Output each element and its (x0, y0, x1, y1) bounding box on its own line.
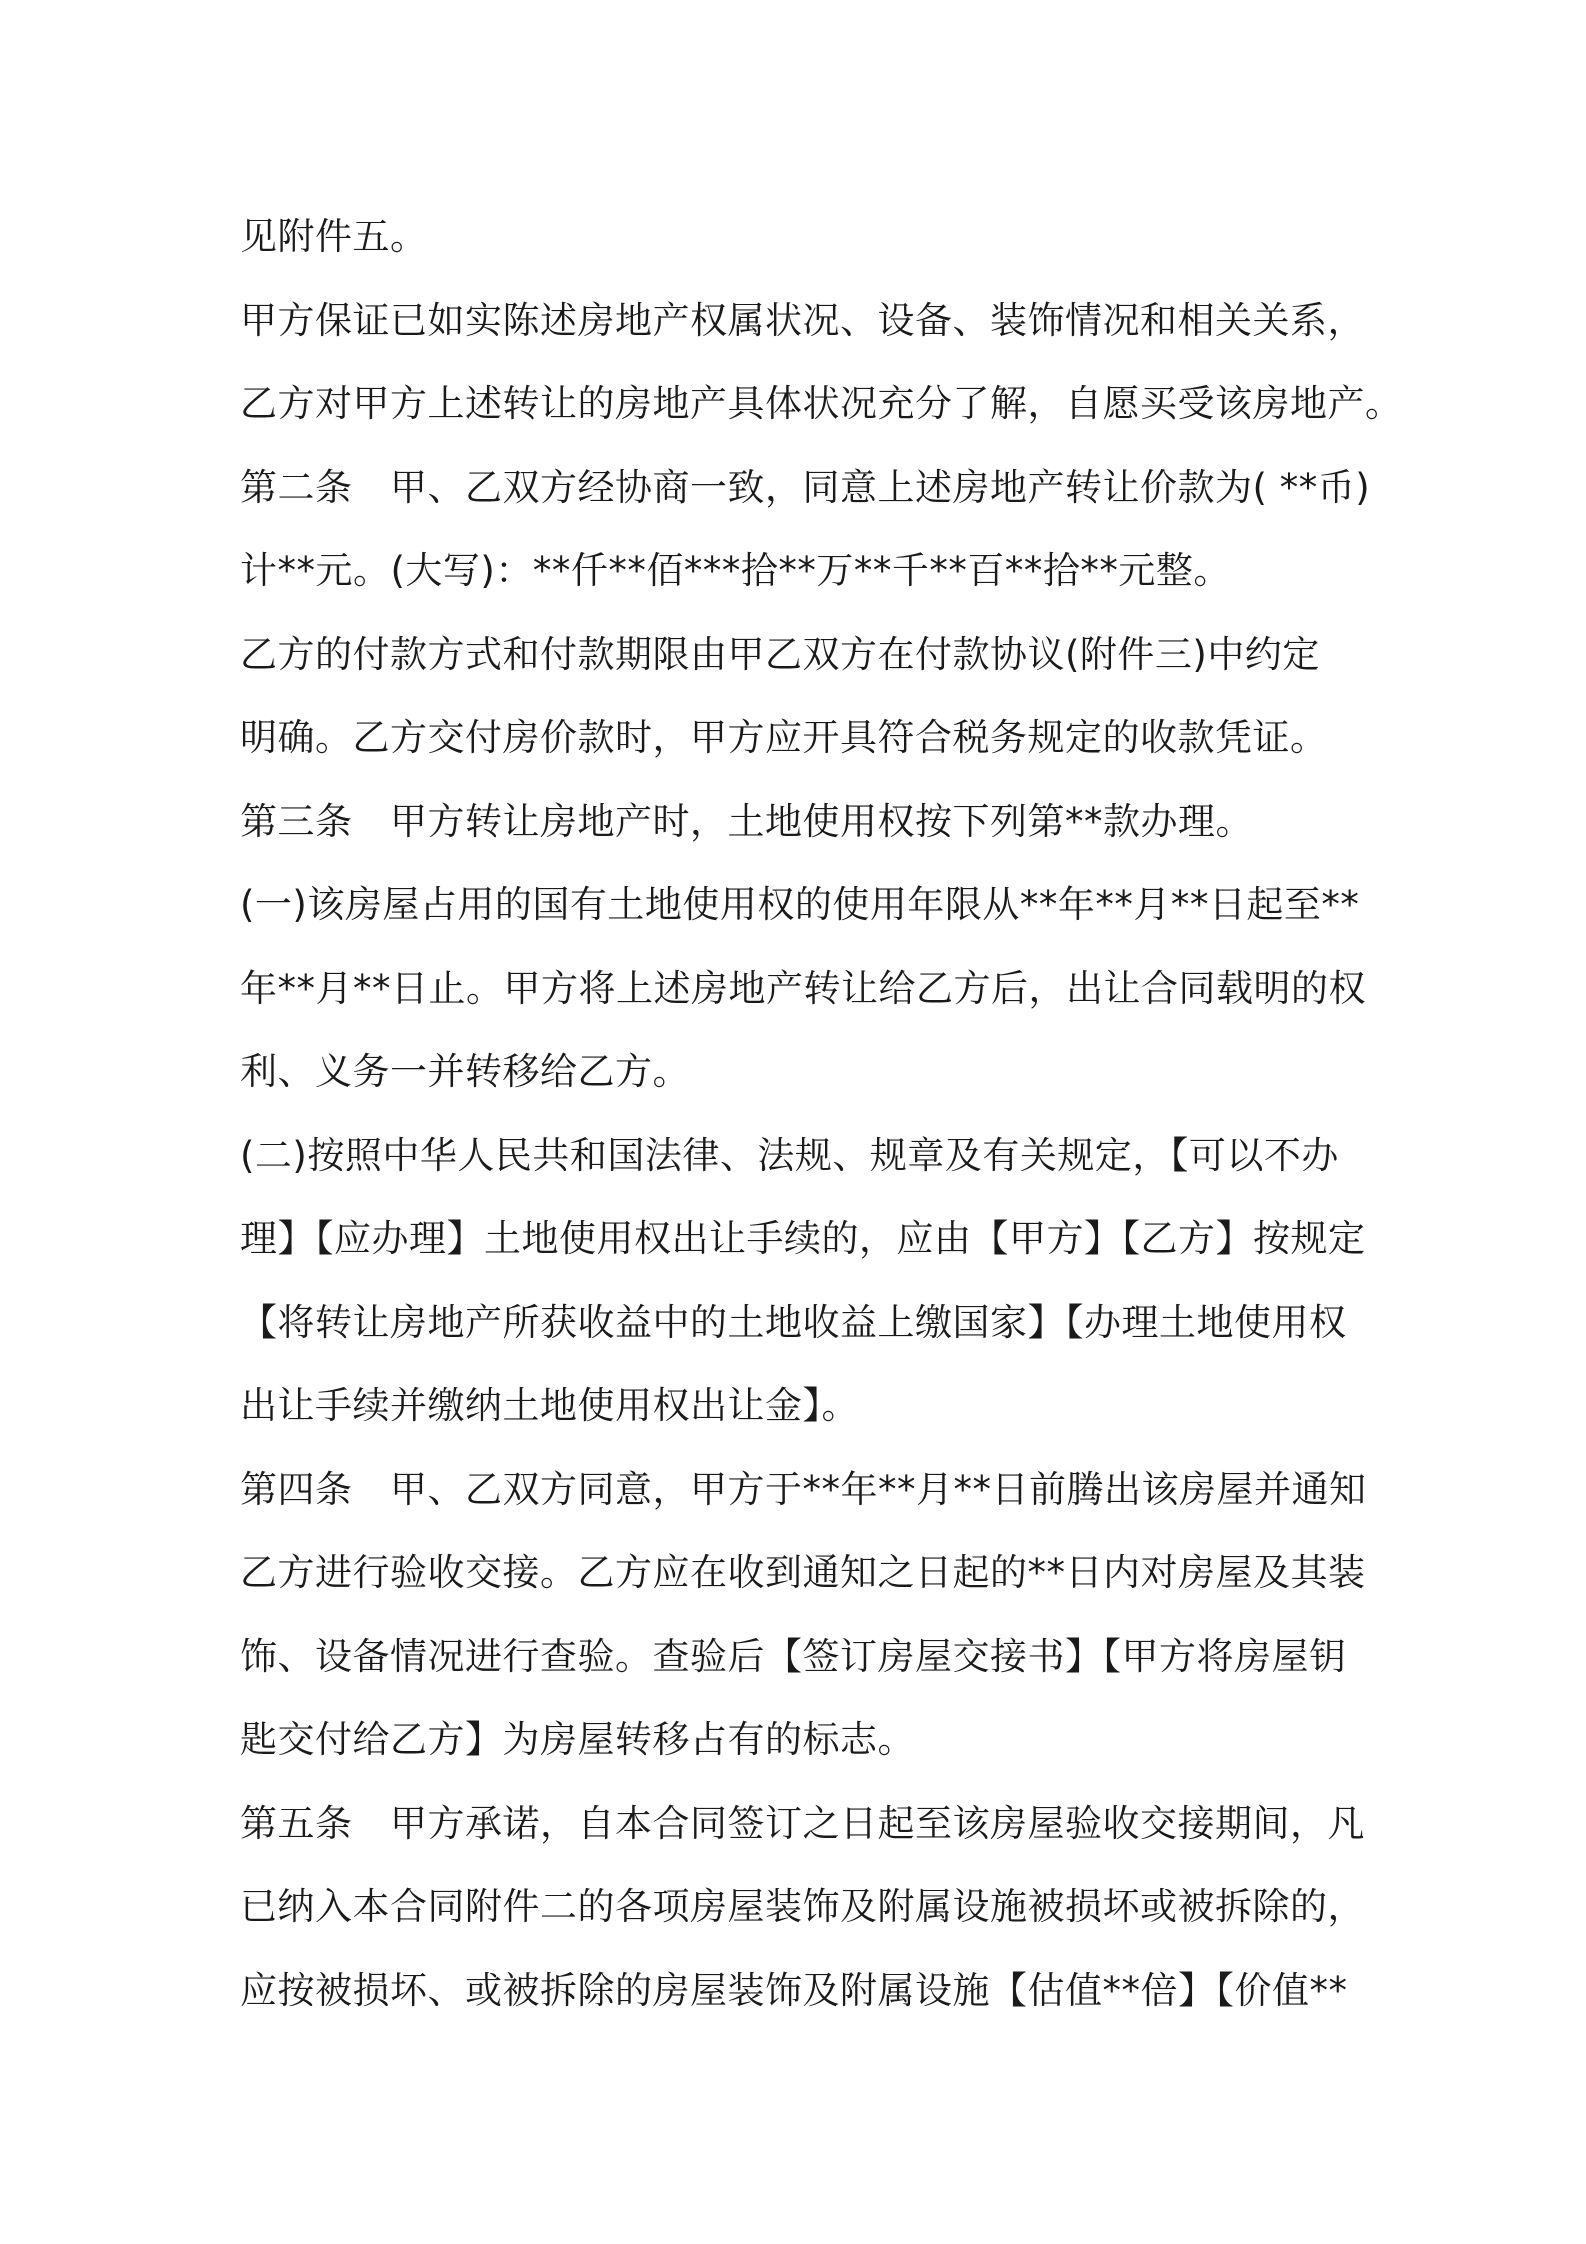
text-line: 乙方的付款方式和付款期限由甲乙双方在付款协议(附件三)中约定 (240, 632, 1320, 676)
text-line: (一)该房屋占用的国有土地使用权的使用年限从**年**月**日起至** (240, 883, 1360, 926)
text-line: 甲方保证已如实陈述房地产权属状况、设备、装饰情况和相关关系， (240, 298, 1365, 342)
text-line: 已纳入本合同附件二的各项房屋装饰及附属设施被损坏或被拆除的， (240, 1885, 1365, 1928)
text-line: 匙交付给乙方】为房屋转移占有的标志。 (240, 1718, 915, 1761)
text-line: 第五条 甲方承诺，自本合同签订之日起至该房屋验收交接期间，凡 (240, 1801, 1365, 1845)
text-line: 见附件五。 (240, 215, 428, 258)
text-line: 明确。乙方交付房价款时，甲方应开具符合税务规定的收款凭证。 (240, 716, 1328, 759)
contract-text (240, 195, 1403, 2032)
text-line: 乙方进行验收交接。乙方应在收到通知之日起的**日内对房屋及其装 (240, 1551, 1366, 1594)
text-line: (二)按照中华人民共和国法律、法规、规章及有关规定，【可以不办 (240, 1133, 1339, 1177)
text-line: 乙方对甲方上述转让的房地产具体状况充分了解，自愿买受该房地产。 (240, 382, 1403, 425)
text-line: 【将转让房地产所获收益中的土地收益上缴国家】【办理土地使用权 (240, 1300, 1347, 1344)
text-line: 理】【应办理】土地使用权出让手续的，应由【甲方】【乙方】按规定 (240, 1217, 1366, 1260)
text-line: 第三条 甲方转让房地产时，土地使用权按下列第**款办理。 (240, 799, 1253, 843)
text-line: 应按被损坏、或被拆除的房屋装饰及附属设施【估值**倍】【价值** (240, 1968, 1348, 2012)
text-line: 第二条 甲、乙双方经协商一致，同意上述房地产转让价款为( **币) (240, 465, 1371, 509)
text-line: 饰、设备情况进行查验。查验后【签订房屋交接书】【甲方将房屋钥 (240, 1634, 1347, 1678)
text-line: 第四条 甲、乙双方同意，甲方于**年**月**日前腾出该房屋并通知 (240, 1467, 1367, 1511)
text-line: 计**元。(大写)：**仟**佰***拾**万**千**百**拾**元整。 (240, 549, 1231, 592)
text-line: 出让手续并缴纳土地使用权出让金】。 (240, 1384, 859, 1427)
text-line: 年**月**日止。甲方将上述房地产转让给乙方后，出让合同载明的权 (240, 966, 1366, 1010)
text-line: 利、义务一并转移给乙方。 (240, 1050, 690, 1093)
